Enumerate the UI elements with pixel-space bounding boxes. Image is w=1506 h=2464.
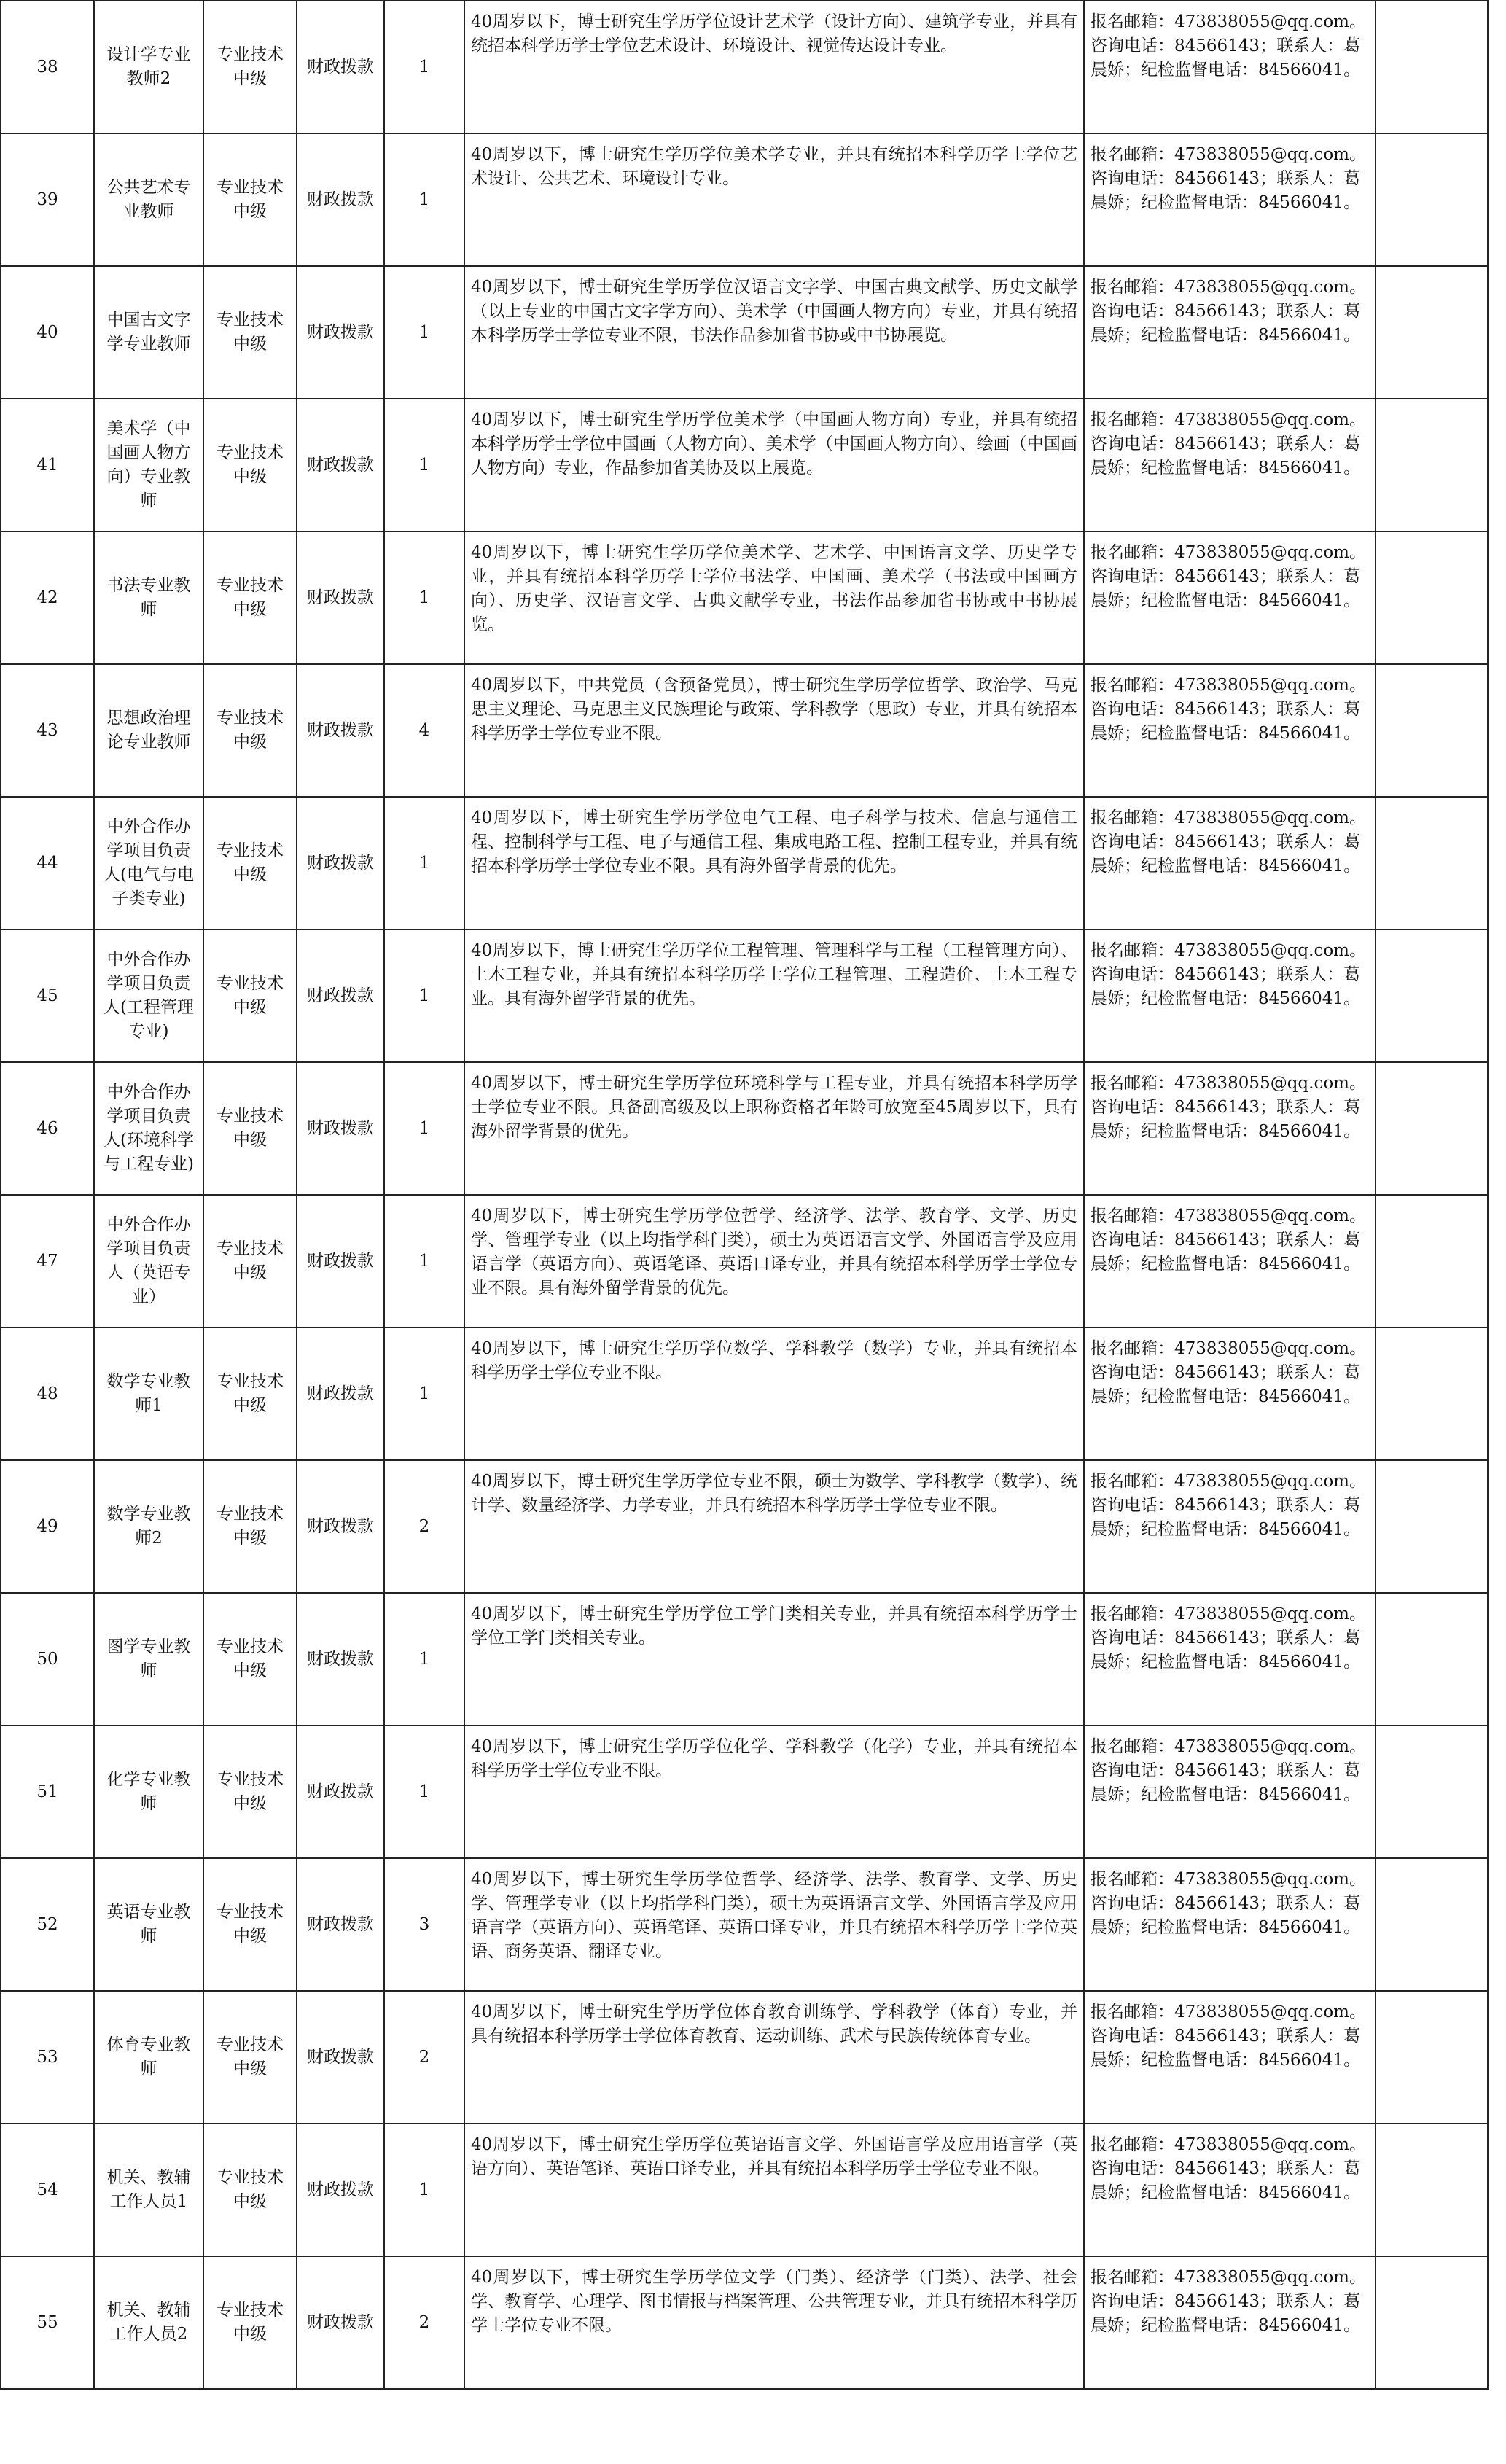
funding-type: 财政拨款 xyxy=(297,1460,384,1593)
position-name: 中外合作办学项目负责人(电气与电子类专业) xyxy=(94,797,203,929)
remarks-cell xyxy=(1376,1858,1488,1991)
funding-type: 财政拨款 xyxy=(297,1062,384,1195)
position-name: 书法专业教师 xyxy=(94,531,203,664)
hiring-count: 1 xyxy=(384,399,464,531)
position-level: 专业技术中级 xyxy=(203,399,297,531)
table-row xyxy=(1,929,1488,1062)
remarks-cell xyxy=(1376,1726,1488,1858)
table-row xyxy=(1,797,1488,929)
table-row xyxy=(1,1726,1488,1858)
requirements: 40周岁以下，博士研究生学历学位环境科学与工程专业，并具有统招本科学历学士学位专业不限。具备副高级及以上职称资格者年龄可放宽至45周岁以下，具有海外留学背景的优先。 xyxy=(464,1062,1084,1195)
hiring-count: 2 xyxy=(384,1460,464,1593)
table-body xyxy=(1,1,1488,2389)
hiring-count: 3 xyxy=(384,1858,464,1991)
position-name: 公共艺术专业教师 xyxy=(94,133,203,266)
table-row xyxy=(1,1062,1488,1195)
position-name: 体育专业教师 xyxy=(94,1991,203,2124)
row-number: 45 xyxy=(1,929,94,1062)
table-row xyxy=(1,1991,1488,2124)
remarks-cell xyxy=(1376,133,1488,266)
row-number: 54 xyxy=(1,2124,94,2256)
hiring-count: 1 xyxy=(384,1,464,133)
row-number: 50 xyxy=(1,1593,94,1726)
requirements: 40周岁以下，博士研究生学历学位美术学（中国画人物方向）专业，并具有统招本科学历学士学位中国画（人物方向）、美术学（中国画人物方向）、绘画（中国画人物方向）专业，作品参加省美协及以上展览。 xyxy=(464,399,1084,531)
position-name: 机关、教辅工作人员2 xyxy=(94,2256,203,2389)
position-level: 专业技术中级 xyxy=(203,797,297,929)
funding-type: 财政拨款 xyxy=(297,929,384,1062)
hiring-count: 1 xyxy=(384,531,464,664)
contact-info: 报名邮箱：473838055@qq.com。咨询电话：84566143；联系人：葛晨娇；纪检监督电话：84566041。 xyxy=(1084,1,1376,133)
position-name: 中外合作办学项目负责人（英语专业） xyxy=(94,1195,203,1327)
remarks-cell xyxy=(1376,1195,1488,1327)
position-level: 专业技术中级 xyxy=(203,1726,297,1858)
funding-type: 财政拨款 xyxy=(297,133,384,266)
hiring-count: 1 xyxy=(384,1593,464,1726)
requirements: 40周岁以下，博士研究生学历学位化学、学科教学（化学）专业，并具有统招本科学历学士学位专业不限。 xyxy=(464,1726,1084,1858)
contact-info: 报名邮箱：473838055@qq.com。咨询电话：84566143；联系人：葛晨娇；纪检监督电话：84566041。 xyxy=(1084,929,1376,1062)
contact-info: 报名邮箱：473838055@qq.com。咨询电话：84566143；联系人：葛晨娇；纪检监督电话：84566041。 xyxy=(1084,1991,1376,2124)
table-row xyxy=(1,1460,1488,1593)
remarks-cell xyxy=(1376,1593,1488,1726)
position-level: 专业技术中级 xyxy=(203,2256,297,2389)
remarks-cell xyxy=(1376,797,1488,929)
position-level: 专业技术中级 xyxy=(203,929,297,1062)
hiring-count: 1 xyxy=(384,1195,464,1327)
position-name: 思想政治理论专业教师 xyxy=(94,664,203,797)
table-row xyxy=(1,1327,1488,1460)
requirements: 40周岁以下，博士研究生学历学位美术学专业，并具有统招本科学历学士学位艺术设计、公共艺术、环境设计专业。 xyxy=(464,133,1084,266)
row-number: 53 xyxy=(1,1991,94,2124)
position-level: 专业技术中级 xyxy=(203,664,297,797)
row-number: 46 xyxy=(1,1062,94,1195)
table-row xyxy=(1,399,1488,531)
remarks-cell xyxy=(1376,531,1488,664)
requirements: 40周岁以下，博士研究生学历学位数学、学科教学（数学）专业，并具有统招本科学历学士学位专业不限。 xyxy=(464,1327,1084,1460)
contact-info: 报名邮箱：473838055@qq.com。咨询电话：84566143；联系人：葛晨娇；纪检监督电话：84566041。 xyxy=(1084,266,1376,399)
funding-type: 财政拨款 xyxy=(297,2124,384,2256)
row-number: 41 xyxy=(1,399,94,531)
table-row xyxy=(1,133,1488,266)
table-row xyxy=(1,1593,1488,1726)
table-row xyxy=(1,2124,1488,2256)
hiring-count: 1 xyxy=(384,133,464,266)
table-row xyxy=(1,1195,1488,1327)
requirements: 40周岁以下，博士研究生学历学位专业不限，硕士为数学、学科教学（数学）、统计学、数量经济学、力学专业，并具有统招本科学历学士学位专业不限。 xyxy=(464,1460,1084,1593)
hiring-count: 1 xyxy=(384,2124,464,2256)
hiring-count: 2 xyxy=(384,2256,464,2389)
remarks-cell xyxy=(1376,1062,1488,1195)
position-name: 数学专业教师1 xyxy=(94,1327,203,1460)
row-number: 55 xyxy=(1,2256,94,2389)
remarks-cell xyxy=(1376,399,1488,531)
hiring-count: 1 xyxy=(384,1327,464,1460)
contact-info: 报名邮箱：473838055@qq.com。咨询电话：84566143；联系人：葛晨娇；纪检监督电话：84566041。 xyxy=(1084,797,1376,929)
requirements: 40周岁以下，博士研究生学历学位电气工程、电子科学与技术、信息与通信工程、控制科学与工程、电子与通信工程、集成电路工程、控制工程专业，并具有统招本科学历学士学位专业不限。具有海外留学背景的优先。 xyxy=(464,797,1084,929)
table-row xyxy=(1,664,1488,797)
requirements: 40周岁以下，博士研究生学历学位工学门类相关专业，并具有统招本科学历学士学位工学门类相关专业。 xyxy=(464,1593,1084,1726)
hiring-count: 2 xyxy=(384,1991,464,2124)
remarks-cell xyxy=(1376,2256,1488,2389)
funding-type: 财政拨款 xyxy=(297,797,384,929)
position-level: 专业技术中级 xyxy=(203,1460,297,1593)
position-name: 中国古文字学专业教师 xyxy=(94,266,203,399)
hiring-count: 1 xyxy=(384,797,464,929)
position-name: 中外合作办学项目负责人(环境科学与工程专业) xyxy=(94,1062,203,1195)
position-name: 图学专业教师 xyxy=(94,1593,203,1726)
row-number: 38 xyxy=(1,1,94,133)
remarks-cell xyxy=(1376,664,1488,797)
position-level: 专业技术中级 xyxy=(203,2124,297,2256)
row-number: 49 xyxy=(1,1460,94,1593)
position-name: 数学专业教师2 xyxy=(94,1460,203,1593)
row-number: 42 xyxy=(1,531,94,664)
row-number: 48 xyxy=(1,1327,94,1460)
contact-info: 报名邮箱：473838055@qq.com。咨询电话：84566143；联系人：葛晨娇；纪检监督电话：84566041。 xyxy=(1084,1726,1376,1858)
row-number: 39 xyxy=(1,133,94,266)
contact-info: 报名邮箱：473838055@qq.com。咨询电话：84566143；联系人：葛晨娇；纪检监督电话：84566041。 xyxy=(1084,664,1376,797)
position-name: 机关、教辅工作人员1 xyxy=(94,2124,203,2256)
requirements: 40周岁以下，博士研究生学历学位美术学、艺术学、中国语言文学、历史学专业，并具有统招本科学历学士学位书法学、中国画、美术学（书法或中国画方向）、历史学、汉语言文学、古典文献学专业，书法作品参加省书协或中书协展览。 xyxy=(464,531,1084,664)
hiring-count: 1 xyxy=(384,1726,464,1858)
requirements: 40周岁以下，博士研究生学历学位哲学、经济学、法学、教育学、文学、历史学、管理学专业（以上均指学科门类），硕士为英语语言文学、外国语言学及应用语言学（英语方向）、英语笔译、英语口译专业，并具有统招本科学历学士学位专业不限。具有海外留学背景的优先。 xyxy=(464,1195,1084,1327)
table-row xyxy=(1,1858,1488,1991)
contact-info: 报名邮箱：473838055@qq.com。咨询电话：84566143；联系人：葛晨娇；纪检监督电话：84566041。 xyxy=(1084,1858,1376,1991)
position-level: 专业技术中级 xyxy=(203,266,297,399)
funding-type: 财政拨款 xyxy=(297,399,384,531)
funding-type: 财政拨款 xyxy=(297,1,384,133)
table-row xyxy=(1,1,1488,133)
requirements: 40周岁以下，博士研究生学历学位哲学、经济学、法学、教育学、文学、历史学、管理学专业（以上均指学科门类），硕士为英语语言文学、外国语言学及应用语言学（英语方向）、英语笔译、英语口译专业，并具有统招本科学历学士学位英语、商务英语、翻译专业。 xyxy=(464,1858,1084,1991)
row-number: 51 xyxy=(1,1726,94,1858)
position-name: 化学专业教师 xyxy=(94,1726,203,1858)
position-level: 专业技术中级 xyxy=(203,1991,297,2124)
contact-info: 报名邮箱：473838055@qq.com。咨询电话：84566143；联系人：葛晨娇；纪检监督电话：84566041。 xyxy=(1084,1195,1376,1327)
contact-info: 报名邮箱：473838055@qq.com。咨询电话：84566143；联系人：葛晨娇；纪检监督电话：84566041。 xyxy=(1084,2256,1376,2389)
hiring-count: 4 xyxy=(384,664,464,797)
remarks-cell xyxy=(1376,1,1488,133)
funding-type: 财政拨款 xyxy=(297,2256,384,2389)
contact-info: 报名邮箱：473838055@qq.com。咨询电话：84566143；联系人：葛晨娇；纪检监督电话：84566041。 xyxy=(1084,1593,1376,1726)
position-level: 专业技术中级 xyxy=(203,531,297,664)
contact-info: 报名邮箱：473838055@qq.com。咨询电话：84566143；联系人：葛晨娇；纪检监督电话：84566041。 xyxy=(1084,1327,1376,1460)
funding-type: 财政拨款 xyxy=(297,1991,384,2124)
requirements: 40周岁以下，博士研究生学历学位汉语言文字学、中国古典文献学、历史文献学（以上专业的中国古文字学方向）、美术学（中国画人物方向）专业，并具有统招本科学历学士学位专业不限，书法作品参加省书协或中书协展览。 xyxy=(464,266,1084,399)
remarks-cell xyxy=(1376,929,1488,1062)
requirements: 40周岁以下，博士研究生学历学位英语语言文学、外国语言学及应用语言学（英语方向）、英语笔译、英语口译专业，并具有统招本科学历学士学位专业不限。 xyxy=(464,2124,1084,2256)
position-name: 设计学专业教师2 xyxy=(94,1,203,133)
position-name: 英语专业教师 xyxy=(94,1858,203,1991)
funding-type: 财政拨款 xyxy=(297,531,384,664)
funding-type: 财政拨款 xyxy=(297,1858,384,1991)
contact-info: 报名邮箱：473838055@qq.com。咨询电话：84566143；联系人：葛晨娇；纪检监督电话：84566041。 xyxy=(1084,1460,1376,1593)
remarks-cell xyxy=(1376,1460,1488,1593)
contact-info: 报名邮箱：473838055@qq.com。咨询电话：84566143；联系人：葛晨娇；纪检监督电话：84566041。 xyxy=(1084,2124,1376,2256)
position-level: 专业技术中级 xyxy=(203,1858,297,1991)
position-level: 专业技术中级 xyxy=(203,1327,297,1460)
position-name: 中外合作办学项目负责人(工程管理专业) xyxy=(94,929,203,1062)
funding-type: 财政拨款 xyxy=(297,1593,384,1726)
position-level: 专业技术中级 xyxy=(203,1062,297,1195)
hiring-count: 1 xyxy=(384,1062,464,1195)
funding-type: 财政拨款 xyxy=(297,1327,384,1460)
hiring-count: 1 xyxy=(384,266,464,399)
contact-info: 报名邮箱：473838055@qq.com。咨询电话：84566143；联系人：葛晨娇；纪检监督电话：84566041。 xyxy=(1084,399,1376,531)
funding-type: 财政拨款 xyxy=(297,1726,384,1858)
remarks-cell xyxy=(1376,2124,1488,2256)
requirements: 40周岁以下，博士研究生学历学位体育教育训练学、学科教学（体育）专业，并具有统招本科学历学士学位体育教育、运动训练、武术与民族传统体育专业。 xyxy=(464,1991,1084,2124)
position-level: 专业技术中级 xyxy=(203,1,297,133)
contact-info: 报名邮箱：473838055@qq.com。咨询电话：84566143；联系人：葛晨娇；纪检监督电话：84566041。 xyxy=(1084,133,1376,266)
remarks-cell xyxy=(1376,266,1488,399)
remarks-cell xyxy=(1376,1327,1488,1460)
funding-type: 财政拨款 xyxy=(297,266,384,399)
position-name: 美术学（中国画人物方向）专业教师 xyxy=(94,399,203,531)
row-number: 52 xyxy=(1,1858,94,1991)
position-level: 专业技术中级 xyxy=(203,1195,297,1327)
funding-type: 财政拨款 xyxy=(297,1195,384,1327)
requirements: 40周岁以下，中共党员（含预备党员），博士研究生学历学位哲学、政治学、马克思主义理论、马克思主义民族理论与政策、学科教学（思政）专业，并具有统招本科学历学士学位专业不限。 xyxy=(464,664,1084,797)
table-row xyxy=(1,266,1488,399)
remarks-cell xyxy=(1376,1991,1488,2124)
hiring-count: 1 xyxy=(384,929,464,1062)
requirements: 40周岁以下，博士研究生学历学位工程管理、管理科学与工程（工程管理方向）、土木工程专业，并具有统招本科学历学士学位工程管理、工程造价、土木工程专业。具有海外留学背景的优先。 xyxy=(464,929,1084,1062)
funding-type: 财政拨款 xyxy=(297,664,384,797)
contact-info: 报名邮箱：473838055@qq.com。咨询电话：84566143；联系人：葛晨娇；纪检监督电话：84566041。 xyxy=(1084,531,1376,664)
row-number: 40 xyxy=(1,266,94,399)
row-number: 43 xyxy=(1,664,94,797)
contact-info: 报名邮箱：473838055@qq.com。咨询电话：84566143；联系人：葛晨娇；纪检监督电话：84566041。 xyxy=(1084,1062,1376,1195)
table-row xyxy=(1,2256,1488,2389)
row-number: 47 xyxy=(1,1195,94,1327)
position-level: 专业技术中级 xyxy=(203,133,297,266)
row-number: 44 xyxy=(1,797,94,929)
requirements: 40周岁以下，博士研究生学历学位设计艺术学（设计方向）、建筑学专业，并具有统招本科学历学士学位艺术设计、环境设计、视觉传达设计专业。 xyxy=(464,1,1084,133)
requirements: 40周岁以下，博士研究生学历学位文学（门类）、经济学（门类）、法学、社会学、教育学、心理学、图书情报与档案管理、公共管理专业，并具有统招本科学历学士学位专业不限。 xyxy=(464,2256,1084,2389)
position-level: 专业技术中级 xyxy=(203,1593,297,1726)
table-row xyxy=(1,531,1488,664)
